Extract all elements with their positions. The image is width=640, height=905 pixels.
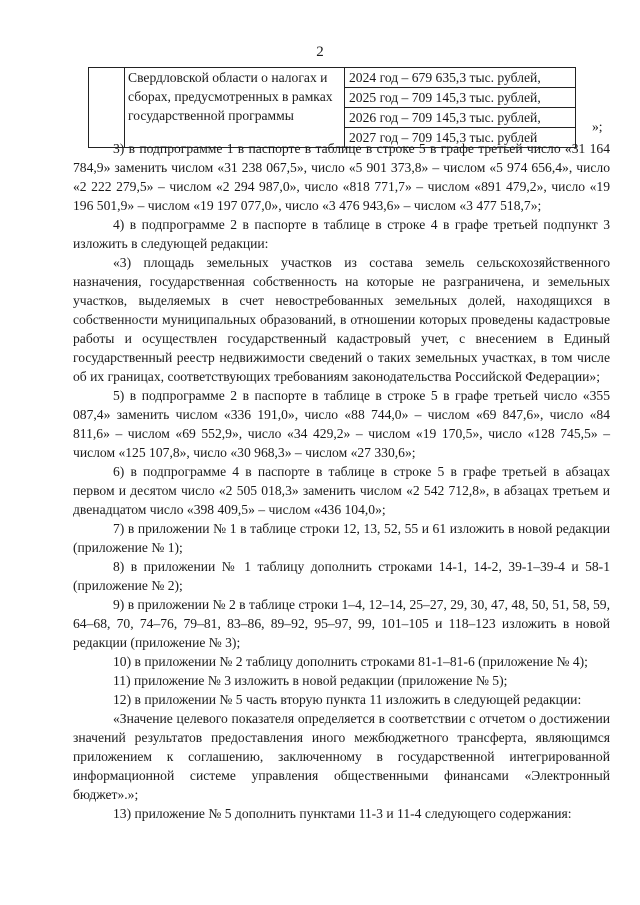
paragraph-item-3: 3) в подпрограмме 1 в паспорте в таблице в строке 5 в графе третьей число «31 164 784,9» заменить числом «31 238 067,5», число «5 901 373,8» – числом «5 974 656,4», число «2 222 279,5» – числом «2 294 987,0», число «818 771,7» – числом «891 479,2», число «19 196 501,9» – числом «19 197 077,0», число «3 476 943,6» – числом «3 477 518,7»; [73, 141, 610, 213]
table-cell-description: Свердловской области о налогах и сборах, предусмотренных в рамках государственной программы [125, 68, 345, 148]
year-line: 2026 год – 709 145,3 тыс. рублей, [345, 108, 575, 128]
paragraph-item-9: 9) в приложении № 2 в таблице строки 1–4, 12–14, 25–27, 29, 30, 47, 48, 50, 51, 58, 59, 64–68, 70, 74–76, 79–81, 83–86, 89–92, 95–97, 99, 101–105 и 118–123 изложить в новой редакции (приложение № 3); [73, 597, 610, 650]
budget-table-fragment [88, 67, 576, 148]
year-line: 2024 год – 679 635,3 тыс. рублей, [345, 68, 575, 88]
paragraph-item-12: 12) в приложении № 5 часть вторую пункта 11 изложить в следующей редакции: [113, 692, 582, 707]
year-line: 2025 год – 709 145,3 тыс. рублей, [345, 88, 575, 108]
table-cell-empty [89, 68, 125, 148]
paragraph-item-11: 11) приложение № 3 изложить в новой редакции (приложение № 5); [113, 673, 508, 688]
table-closing-mark: »; [592, 119, 603, 134]
document-body [73, 139, 610, 823]
paragraph-item-10: 10) в приложении № 2 таблицу дополнить строками 81-1–81-6 (приложение № 4); [113, 654, 588, 669]
paragraph-item-8: 8) в приложении № 1 таблицу дополнить строками 14-1, 14-2, 39-1–39-4 и 58-1 (приложение № 2); [73, 559, 610, 593]
table-cell-years [345, 68, 576, 148]
paragraph-item-5: 5) в подпрограмме 2 в паспорте в таблице в строке 5 в графе третьей число «355 087,4» заменить числом «336 191,0», число «88 744,0» – числом «69 847,6», число «84 811,6» – числом «69 552,9», число «34 429,2» – числом «19 170,5», число «128 745,5» – числом «125 107,8», число «30 968,3» – числом «27 330,6»; [73, 388, 610, 460]
paragraph-item-4: 4) в подпрограмме 2 в паспорте в таблице в строке 4 в графе третьей подпункт 3 изложить в следующей редакции: [73, 217, 610, 251]
paragraph-item-13: 13) приложение № 5 дополнить пунктами 11-3 и 11-4 следующего содержания: [113, 806, 572, 821]
paragraph-quote-3: «3) площадь земельных участков из состава земель сельскохозяйственного назначения, государственная собственность на которые не разграничена, и земельных участков, выделяемых в счет невостребованных земельных долей, находящихся в собственности муниципальных образований, в отношении которых проведены кадастровые работы и осуществлен государственный кадастровый учет, с внесением в Единый государственный реестр недвижимости сведений о таких земельных участках, в том числе об их границах, соответствующих требованиям законодательства Российской Федерации»; [73, 255, 610, 384]
paragraph-quote-target: «Значение целевого показателя определяется в соответствии с отчетом о достижении значений результатов предоставления иного межбюджетного трансферта, являющимся приложением к соглашению, заключенному в государственной интегрированной информационной системе управления общественными финансами «Электронный бюджет».»; [73, 711, 610, 802]
page-number: 2 [316, 44, 324, 60]
table-row [89, 68, 576, 148]
paragraph-item-6: 6) в подпрограмме 4 в паспорте в таблице в строке 5 в графе третьей в абзацах первом и десятом число «2 505 018,3» заменить числом «2 542 712,8», в абзацах третьем и двенадцатом число «398 409,5» – числом «436 104,0»; [73, 464, 610, 517]
paragraph-item-7: 7) в приложении № 1 в таблице строки 12, 13, 52, 55 и 61 изложить в новой редакции (приложение № 1); [73, 521, 610, 555]
year-line: 2027 год – 709 145,3 тыс. рублей [349, 130, 538, 145]
